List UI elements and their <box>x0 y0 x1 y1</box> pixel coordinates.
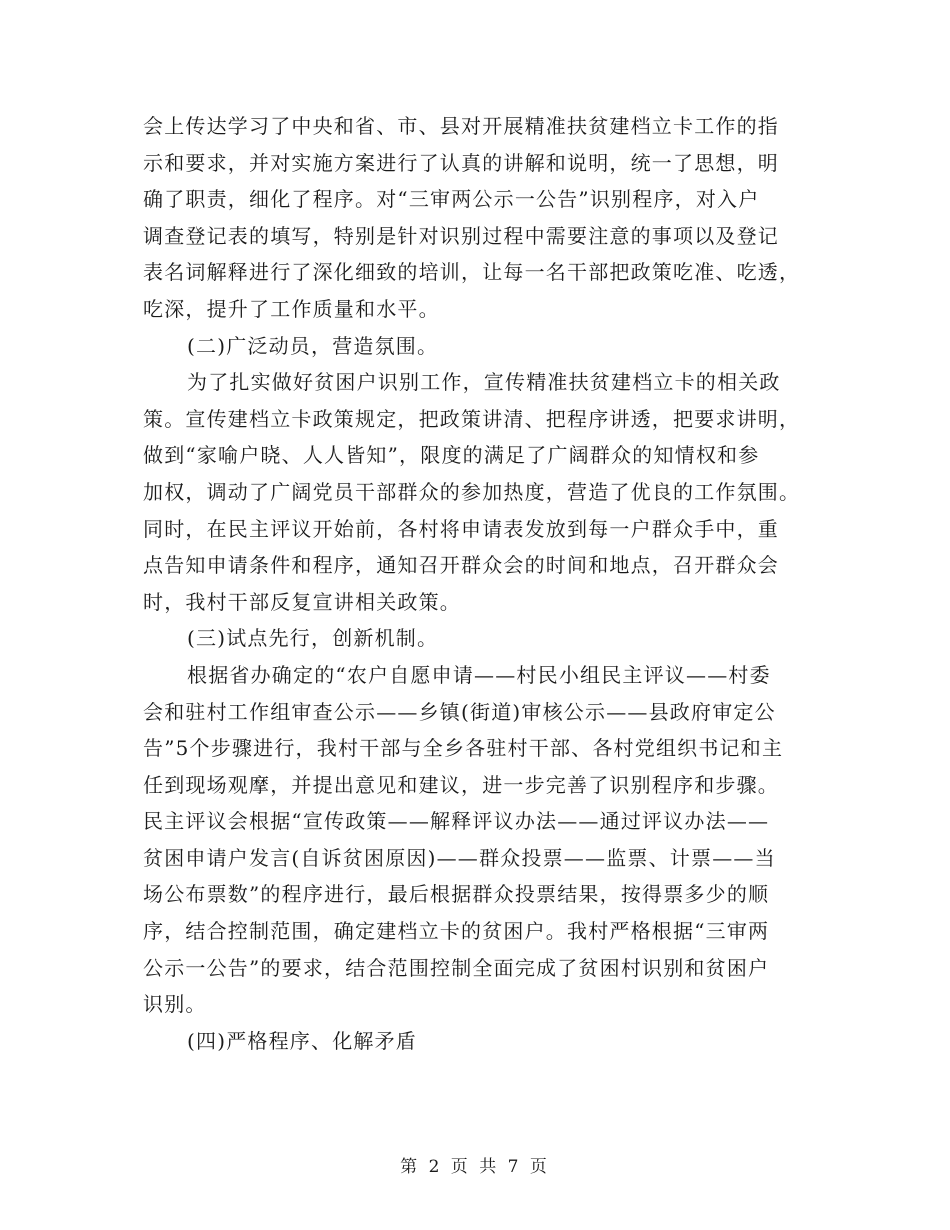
text-line: 调查登记表的填写，特别是针对识别过程中需要注意的事项以及登记 <box>143 223 779 248</box>
text-line: 会和驻村工作组审查公示——乡镇(街道)审核公示——县政府审定公 <box>143 699 776 724</box>
text-line: 会上传达学习了中央和省、市、县对开展精准扶贫建档立卡工作的指 <box>143 114 779 138</box>
text-line: 民主评议会根据“宣传政策——解释评议办法——通过评议办法—— <box>143 809 770 834</box>
text-line: 做到“家喻户晓、人人皆知”，限度的满足了广阔群众的知情权和参 <box>143 443 760 468</box>
text-line: 吃深，提升了工作质量和水平。 <box>143 296 440 321</box>
section-heading: (三)试点先行，创新机制。 <box>187 626 439 651</box>
text-line: 时，我村干部反复宣讲相关政策。 <box>143 589 461 614</box>
text-line: 同时，在民主评议开始前，各村将申请表发放到每一户群众手中，重 <box>143 516 779 541</box>
text-line: 公示一公告”的要求，结合范围控制全面完成了贫困村识别和贫困户 <box>143 955 770 980</box>
text-line: 序，结合控制范围，确定建档立卡的贫困户。我村严格根据“三审两 <box>143 919 770 944</box>
text-line: 点告知申请条件和程序，通知召开群众会的时间和地点，召开群众会 <box>143 553 779 578</box>
text-line: 确了职责，细化了程序。对“三审两公示一公告”识别程序，对入户 <box>143 187 760 212</box>
document-body <box>143 108 803 1059</box>
paragraph-first-line: 为了扎实做好贫困户识别工作，宣传精准扶贫建档立卡的相关政 <box>187 370 781 395</box>
section-heading: (四)严格程序、化解矛盾 <box>187 1028 418 1053</box>
text-line: 表名词解释进行了深化细致的培训，让每一名干部把政策吃准、吃透， <box>143 260 801 285</box>
text-line: 识别。 <box>143 992 207 1017</box>
text-line: 任到现场观摩，并提出意见和建议，进一步完善了识别程序和步骤。 <box>143 772 779 797</box>
text-line: 场公布票数”的程序进行，最后根据群众投票结果，按得票多少的顺 <box>143 882 770 907</box>
text-line: 策。宣传建档立卡政策规定，把政策讲清、把程序讲透，把要求讲明， <box>143 406 801 431</box>
section-heading: (二)广泛动员，营造氛围。 <box>187 333 439 358</box>
paragraph-first-line: 根据省办确定的“农户自愿申请——村民小组民主评议——村委 <box>187 662 771 687</box>
text-line: 告”5个步骤进行，我村干部与全乡各驻村干部、各村党组织书记和主 <box>143 736 784 761</box>
text-line: 贫困申请户发言(自诉贫困原因)——群众投票——监票、计票——当 <box>143 845 776 870</box>
text-line: 加权，调动了广阔党员干部群众的参加热度，营造了优良的工作氛围。 <box>143 479 801 504</box>
page-number-footer: 第 2 页 共 7 页 <box>400 1157 550 1177</box>
text-line: 示和要求，并对实施方案进行了认真的讲解和说明，统一了思想，明 <box>143 150 779 175</box>
